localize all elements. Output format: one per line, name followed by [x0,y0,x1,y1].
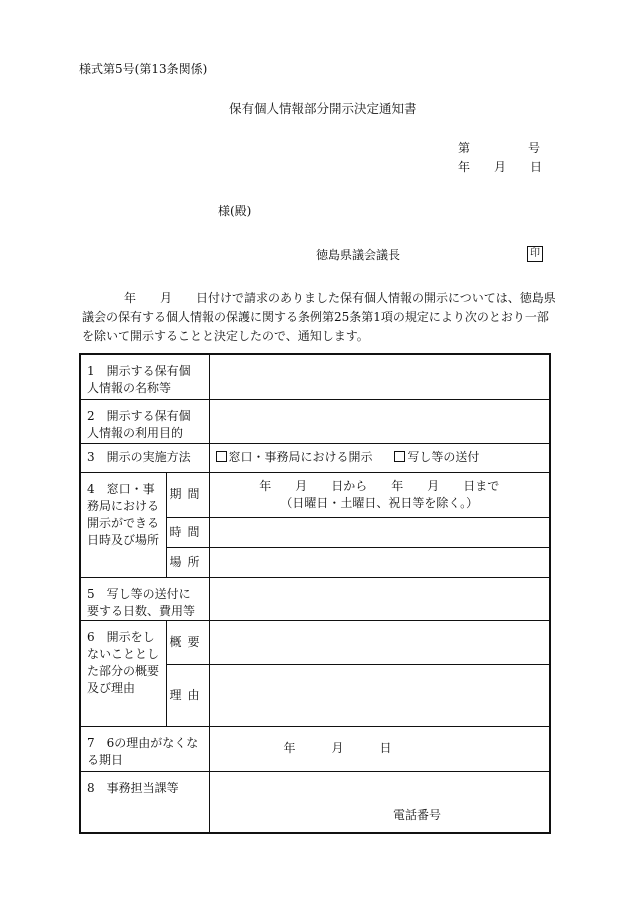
period-line: 年 月 日から 年 月 日まで [259,478,500,493]
checkbox-counter-disclosure[interactable] [216,450,373,464]
row4-sub-period: 期間 [166,472,209,517]
row6-summary-value[interactable] [209,620,550,664]
row8-label: 8 事務担当課等 [80,771,209,833]
row5-label: 5 写し等の送付に要する日数、費用等 [80,577,209,620]
row5-value[interactable] [209,577,550,620]
table-row [80,771,550,833]
option-label: 写し等の送付 [407,450,480,464]
table-row [80,443,550,472]
body-line: 議会の保有する個人情報の保護に関する条例第25条第1項の規定により次のとおり一部 [82,310,549,324]
row2-label: 2 開示する保有個人情報の利用目的 [80,399,209,443]
row4-period-value[interactable] [209,472,550,517]
date-day: 日 [530,160,543,174]
sender: 徳島県議会議長 [316,248,401,262]
row4-time-value[interactable] [209,517,550,547]
date-month: 月 [494,160,507,174]
row8-value[interactable] [209,771,550,833]
disclosure-form-table [79,353,551,834]
row3-label: 3 開示の実施方法 [80,443,209,472]
row4-sub-place: 場所 [166,547,209,577]
seal-stamp: 印 [527,246,543,262]
form-number: 様式第5号(第13条関係) [79,62,208,76]
row2-value[interactable] [209,399,550,443]
table-row [80,620,550,664]
number-dai: 第 [458,141,471,155]
body-text [82,289,562,346]
phone-label: 電話番号 [392,808,441,822]
document-title: 保有個人情報部分開示決定通知書 [229,101,417,116]
row6-sub-summary: 概要 [166,620,209,664]
row1-value[interactable] [209,354,550,399]
row6-reason-value[interactable] [209,664,550,726]
row4-label: 4 窓口・事務局における開示ができる日時及び場所 [80,472,166,577]
document-number-line [458,141,540,155]
table-row [80,726,550,771]
checkbox-icon [216,451,227,462]
checkbox-copy-delivery[interactable] [394,450,479,464]
table-row [80,399,550,443]
table-row [80,354,550,399]
period-note: （日曜日・土曜日、祝日等を除く。） [280,495,479,510]
row7-date-text: 年 月 日 [283,741,392,755]
addressee: 様(殿) [218,204,252,218]
body-line: を除いて開示することと決定したので、通知します。 [82,329,369,343]
row3-options [209,443,550,472]
row7-label: 7 6の理由がなくなる期日 [80,726,209,771]
row6-label: 6 開示をしないこととした部分の概要及び理由 [80,620,166,726]
table-row [80,472,550,517]
row4-sub-time: 時間 [166,517,209,547]
row4-place-value[interactable] [209,547,550,577]
number-go: 号 [528,141,541,155]
row1-label: 1 開示する保有個人情報の名称等 [80,354,209,399]
row6-sub-reason: 理由 [166,664,209,726]
date-line [458,160,542,174]
date-year: 年 [458,160,471,174]
table-row [80,577,550,620]
body-line: 年 月 日付けで請求のありました保有個人情報の開示については、徳島県 [124,291,556,305]
row7-date[interactable] [209,726,550,771]
option-label: 窓口・事務局における開示 [228,450,373,464]
checkbox-icon [394,451,405,462]
